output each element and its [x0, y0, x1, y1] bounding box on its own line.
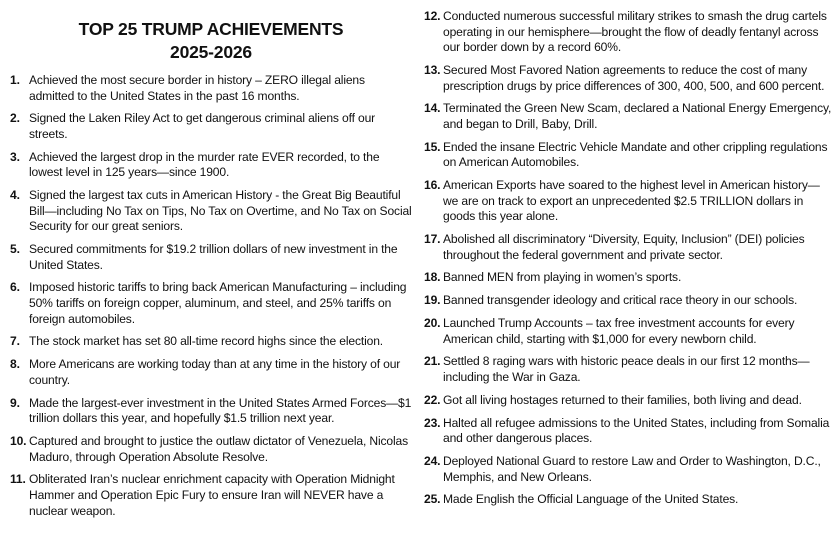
- list-item: [424, 393, 834, 409]
- item-text: Achieved the most secure border in history – ZERO illegal aliens admitted to the United States in the past 16 months.: [29, 73, 365, 103]
- item-number: 13.: [424, 62, 441, 77]
- item-text: Made English the Official Language of the United States.: [443, 492, 739, 507]
- item-number: 11.: [10, 472, 26, 487]
- item-number: 9.: [10, 395, 20, 410]
- list-item: [424, 9, 834, 56]
- item-number: 23.: [424, 415, 441, 430]
- item-number: 25.: [424, 492, 441, 507]
- list-item: [424, 492, 834, 508]
- item-text: Signed the largest tax cuts in American History - the Great Big Beautiful Bill—including No Tax on Tips, No Tax on Overtime, and No Tax on Social Security for our great seniors.: [29, 188, 412, 234]
- item-text: Deployed National Guard to restore Law and Order to Washington, D.C., Memphis, and New Orleans.: [443, 453, 821, 484]
- item-number: 10.: [10, 433, 27, 448]
- item-text: American Exports have soared to the highest level in American history—we are on track to export an unprecedented $2.5 TRILLION dollars in goods this year alone.: [443, 178, 820, 224]
- item-number: 3.: [10, 149, 20, 164]
- item-number: 24.: [424, 453, 441, 468]
- achievements-list-left: [10, 73, 412, 519]
- item-text: Achieved the largest drop in the murder rate EVER recorded, to the lowest level in 125 years—since 1900.: [29, 149, 380, 180]
- list-item: [10, 396, 412, 427]
- list-item: [424, 63, 834, 94]
- list-item: [424, 416, 834, 447]
- item-number: 5.: [10, 242, 20, 257]
- item-number: 7.: [10, 334, 20, 349]
- item-text: Imposed historic tariffs to bring back American Manufacturing – including 50% tariffs on foreign copper, aluminum, and steel, and 25% tariffs on foreign automobiles.: [29, 280, 407, 326]
- item-number: 18.: [424, 270, 441, 285]
- item-number: 6.: [10, 280, 20, 295]
- item-number: 19.: [424, 293, 441, 308]
- list-item: [424, 270, 834, 286]
- item-text: Got all living hostages returned to their families, both living and dead.: [443, 392, 802, 407]
- list-item: [10, 472, 412, 519]
- list-item: [424, 354, 834, 385]
- item-text: Terminated the Green New Scam, declared a National Energy Emergency, and began to Drill, Baby, Drill.: [443, 101, 832, 131]
- list-item: [424, 140, 834, 171]
- list-item: [10, 188, 412, 235]
- item-text: Settled 8 raging wars with historic peace deals in our first 12 months—including the War in Gaza.: [443, 354, 810, 384]
- item-text: Banned MEN from playing in women’s sports.: [443, 270, 682, 285]
- item-text: Halted all refugee admissions to the United States, including from Somalia and other dangerous places.: [443, 415, 830, 446]
- item-number: 2.: [10, 111, 20, 126]
- title-line-2: 2025-2026: [170, 42, 252, 62]
- item-number: 17.: [424, 232, 441, 247]
- item-text: Secured commitments for $19.2 trillion dollars of new investment in the United States.: [29, 242, 398, 272]
- item-text: Made the largest-ever investment in the United States Armed Forces—$1 trillion dollars this year, and hopefully $1.5 trillion next year.: [29, 395, 412, 426]
- list-item: [10, 242, 412, 273]
- item-number: 12.: [424, 9, 441, 23]
- list-item: [424, 232, 834, 263]
- item-text: Abolished all discriminatory “Diversity, Equity, Inclusion” (DEI) policies throughout the federal government and private sector.: [443, 232, 805, 262]
- document-title: [10, 18, 412, 64]
- item-number: 8.: [10, 357, 20, 372]
- item-text: Captured and brought to justice the outlaw dictator of Venezuela, Nicolas Maduro, through Operation Absolute Resolve.: [29, 433, 408, 464]
- item-number: 22.: [424, 392, 441, 407]
- item-number: 1.: [10, 73, 20, 87]
- list-item: [10, 111, 412, 142]
- item-text: Secured Most Favored Nation agreements to reduce the cost of many prescription drugs by price differences of 300, 400, 500, and 600 percent.: [443, 62, 825, 93]
- list-item: [424, 178, 834, 225]
- list-item: [424, 316, 834, 347]
- item-text: The stock market has set 80 all-time record highs since the election.: [29, 334, 383, 349]
- left-column: [10, 0, 412, 526]
- right-column: [424, 0, 834, 515]
- list-item: [10, 357, 412, 388]
- title-line-1: TOP 25 TRUMP ACHIEVEMENTS: [78, 19, 344, 39]
- item-text: Obliterated Iran’s nuclear enrichment capacity with Operation Midnight Hammer and Operation Epic Fury to ensure Iran will NEVER have a nuclear weapon.: [29, 472, 395, 518]
- item-number: 21.: [424, 354, 441, 369]
- list-item: [10, 334, 412, 350]
- item-number: 20.: [424, 316, 441, 330]
- list-item: [10, 434, 412, 465]
- item-number: 14.: [424, 101, 441, 116]
- item-number: 16.: [424, 178, 441, 193]
- item-text: Signed the Laken Riley Act to get dangerous criminal aliens off our streets.: [29, 111, 376, 141]
- achievements-list-right: [424, 9, 834, 508]
- item-text: Ended the insane Electric Vehicle Mandate and other crippling regulations on American Automobiles.: [443, 139, 828, 170]
- item-text: More Americans are working today than at any time in the history of our country.: [29, 357, 401, 387]
- list-item: [10, 280, 412, 327]
- list-item: [10, 150, 412, 181]
- item-text: Launched Trump Accounts – tax free investment accounts for every American child, starting with $1,000 for every newborn child.: [443, 316, 795, 346]
- list-item: [424, 101, 834, 132]
- list-item: [424, 454, 834, 485]
- item-text: Banned transgender ideology and critical race theory in our schools.: [443, 293, 798, 308]
- list-item: [10, 73, 412, 104]
- item-text: Conducted numerous successful military strikes to smash the drug cartels operating in our hemisphere—brought the flow of deadly fentanyl across our border down by a record 60%.: [443, 9, 827, 55]
- item-number: 4.: [10, 188, 20, 203]
- item-number: 15.: [424, 139, 441, 154]
- list-item: [424, 293, 834, 309]
